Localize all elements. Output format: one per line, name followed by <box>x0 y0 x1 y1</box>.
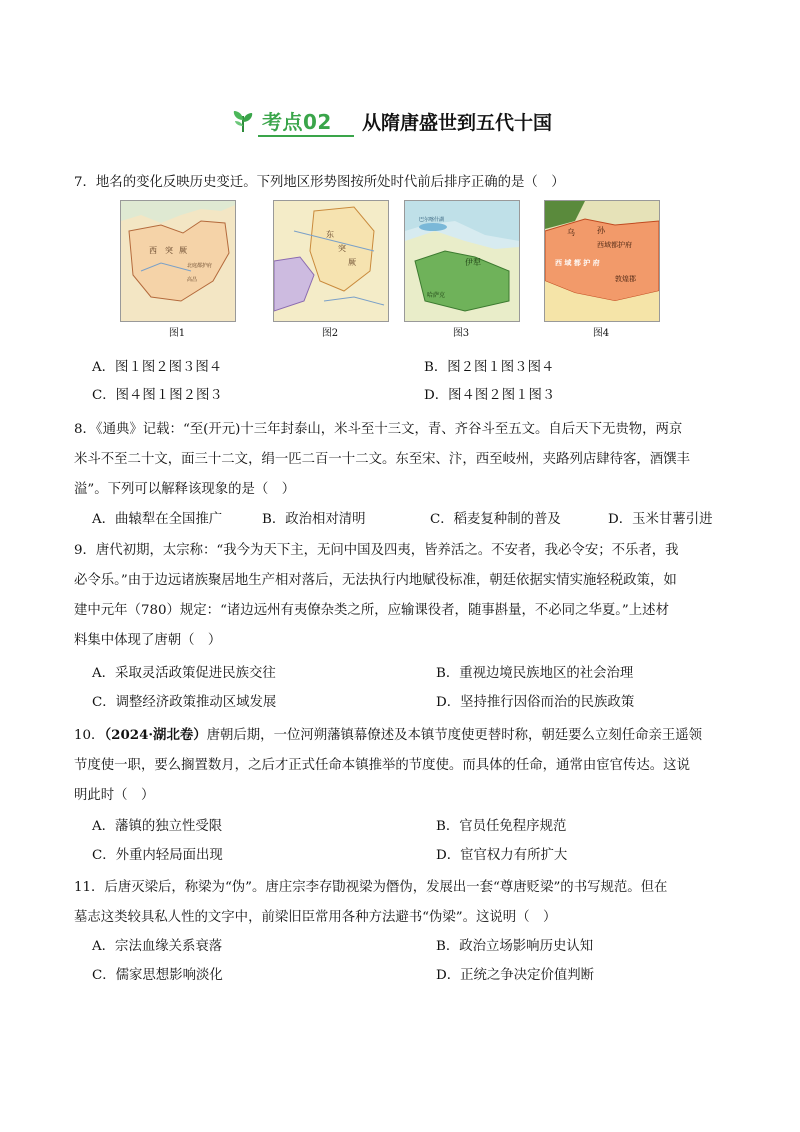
svg-text:西域都护府: 西域都护府 <box>597 241 632 249</box>
q7-option-c[interactable]: C．图４图１图２图３ <box>92 388 223 403</box>
svg-text:东: 东 <box>326 230 334 239</box>
q10-option-c[interactable]: C．外重内轻局面出现 <box>92 848 223 863</box>
q11-option-b[interactable]: B．政治立场影响历史认知 <box>436 939 594 954</box>
map-3 <box>404 200 520 322</box>
svg-text:厥: 厥 <box>179 246 187 255</box>
q9-option-d[interactable]: D．坚持推行因俗而治的民族政策 <box>436 695 635 710</box>
question-10-stem: 10．（2024·湖北卷）唐朝后期，一位河朔藩镇幕僚述及本镇节度使更替时称，朝廷要么立刻任命亲王遥领 节度使一职，要么搁置数月，之后才正式任命本镇推举的节度使。而具体的任命，通常由宦官传达。这说 明此时（ ） <box>74 727 703 803</box>
q10-option-a[interactable]: A．藩镇的独立性受限 <box>92 819 223 834</box>
q7-option-d[interactable]: D．图４图２图１图３ <box>424 388 556 403</box>
svg-text:孙: 孙 <box>597 226 605 235</box>
q11-option-c[interactable]: C．儒家思想影响淡化 <box>92 968 223 983</box>
question-8-stem: 8．《通典》记载：“至(开元)十三年封泰山，米斗至十三文，青、齐谷斗至五文。自后天下无贵物，两京 米斗不至二十文，面三十二文，绢一匹二百一十二文。东至宋、汴，西至岐州，夹路列店肆待客，酒馔丰 溢”。下列可以解释该现象的是（ ） <box>74 422 690 497</box>
question-7-stem: 7．地名的变化反映历史变迁。下列地区形势图按所处时代前后排序正确的是（ ） <box>74 175 565 190</box>
map-2 <box>273 200 389 322</box>
map-4-caption: 图4 <box>592 328 610 339</box>
q8-option-a[interactable]: A．曲辕犁在全国推广 <box>92 512 223 527</box>
svg-text:突: 突 <box>165 246 173 255</box>
svg-text:哈萨克: 哈萨克 <box>427 292 446 299</box>
leaf-icon <box>230 108 256 134</box>
q8-option-d[interactable]: D．玉米甘薯引进 <box>608 512 713 527</box>
map-1-caption: 图1 <box>168 328 186 339</box>
svg-text:敦煌郡: 敦煌郡 <box>615 275 636 283</box>
q11-option-d[interactable]: D．正统之争决定价值判断 <box>436 968 595 983</box>
question-9-stem: 9．唐代初期，太宗称：“我今为天下主，无问中国及四夷，皆养活之。不安者，我必令安；不乐者，我 必令乐。”由于边远诸族聚居地生产相对落后，无法执行内地赋役标准，朝廷依据实情实施轻税政策，如 建中元年（780）规定：“诸边远州有夷僚杂类之所，应输课役者，随事斟量，不必同之华夏。”上述材 料集中体现了唐朝（ ） <box>74 543 679 648</box>
svg-text:西: 西 <box>149 246 157 255</box>
page-title: 从隋唐盛世到五代十国 <box>362 112 553 134</box>
svg-text:高昌: 高昌 <box>187 277 198 283</box>
section-header <box>0 104 800 144</box>
map-1 <box>120 200 236 322</box>
q9-option-a[interactable]: A．采取灵活政策促进民族交往 <box>92 666 276 681</box>
q10-option-d[interactable]: D．宦官权力有所扩大 <box>436 848 568 863</box>
map-4 <box>544 200 660 322</box>
badge-label: 考点02 <box>262 110 332 134</box>
map-2-caption: 图2 <box>321 328 339 339</box>
q7-option-a[interactable]: A．图１图２图３图４ <box>92 360 223 375</box>
svg-text:厥: 厥 <box>348 258 356 267</box>
q11-option-a[interactable]: A．宗法血缘关系衰落 <box>92 939 223 954</box>
svg-text:伊犁: 伊犁 <box>465 258 481 267</box>
q10-option-b[interactable]: B．官员任免程序规范 <box>436 819 567 834</box>
q8-option-b[interactable]: B．政治相对清明 <box>262 512 366 527</box>
q9-option-c[interactable]: C．调整经济政策推动区域发展 <box>92 695 277 710</box>
svg-text:乌: 乌 <box>567 228 575 237</box>
svg-text:北庭都护府: 北庭都护府 <box>187 263 213 269</box>
question-7-maps <box>120 200 680 340</box>
q9-option-b[interactable]: B．重视边境民族地区的社会治理 <box>436 666 634 681</box>
svg-text:巴尔喀什湖: 巴尔喀什湖 <box>419 217 445 223</box>
section-badge <box>228 104 356 140</box>
q8-option-c[interactable]: C．稻麦复种制的普及 <box>430 512 561 527</box>
map-3-caption: 图3 <box>452 328 470 339</box>
badge-underline <box>258 135 354 137</box>
svg-text:突: 突 <box>338 244 346 253</box>
q7-option-b[interactable]: B．图２图１图３图４ <box>424 360 555 375</box>
question-10-source: （2024·湖北卷） <box>104 727 207 743</box>
svg-text:西 域 都 护 府: 西 域 都 护 府 <box>555 258 600 267</box>
question-11-stem: 11．后唐灭梁后，称梁为“伪”。唐庄宗李存勖视梁为僭伪，发展出一套“尊唐贬梁”的书写规范。但在 墓志这类较具私人性的文字中，前梁旧臣常用各种方法避书“伪梁”。这说明（ ） <box>74 880 668 925</box>
